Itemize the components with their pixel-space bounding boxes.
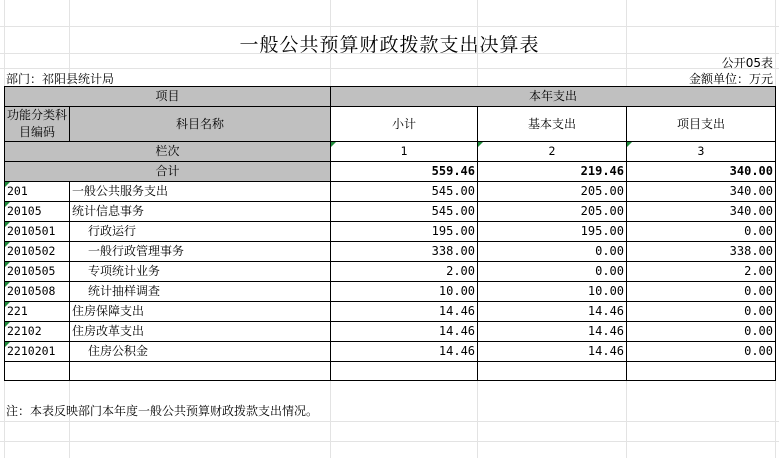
grid-line <box>0 421 779 422</box>
total-subtotal: 559.46 <box>331 162 478 182</box>
empty-cell <box>5 362 70 381</box>
row-basic: 14.46 <box>478 322 627 342</box>
row-basic: 205.00 <box>478 202 627 222</box>
header-current-year: 本年支出 <box>331 87 776 107</box>
row-subtotal: 338.00 <box>331 242 478 262</box>
header-project: 项目支出 <box>627 107 776 142</box>
row-project: 0.00 <box>627 282 776 302</box>
row-subtotal: 545.00 <box>331 182 478 202</box>
table-row <box>5 202 776 222</box>
row-subtotal: 2.00 <box>331 262 478 282</box>
header-subject-name: 科目名称 <box>70 107 331 142</box>
empty-cell <box>627 362 776 381</box>
row-name: 统计信息事务 <box>70 202 331 222</box>
row-name: 住房公积金 <box>70 342 331 362</box>
table-row <box>5 222 776 242</box>
empty-cell <box>331 362 478 381</box>
row-project: 0.00 <box>627 322 776 342</box>
row-project: 340.00 <box>627 182 776 202</box>
grid-line <box>0 441 779 442</box>
row-project: 0.00 <box>627 222 776 242</box>
row-project: 0.00 <box>627 302 776 322</box>
row-basic: 14.46 <box>478 302 627 322</box>
empty-row <box>5 362 776 381</box>
expenditure-table <box>4 86 776 381</box>
row-name: 专项统计业务 <box>70 262 331 282</box>
row-subtotal: 545.00 <box>331 202 478 222</box>
row-subtotal: 14.46 <box>331 342 478 362</box>
row-basic: 14.46 <box>478 342 627 362</box>
form-code: 公开05表 <box>721 56 773 70</box>
col-index-2: 2 <box>478 142 627 162</box>
table-row <box>5 262 776 282</box>
column-label: 栏次 <box>5 142 331 162</box>
row-code: 201 <box>5 182 70 202</box>
grid-line <box>0 26 779 27</box>
row-subtotal: 14.46 <box>331 322 478 342</box>
total-project: 340.00 <box>627 162 776 182</box>
table-row <box>5 302 776 322</box>
unit-label: 金额单位：万元 <box>688 72 773 86</box>
row-name: 统计抽样调查 <box>70 282 331 302</box>
header-subtotal: 小计 <box>331 107 478 142</box>
row-basic: 195.00 <box>478 222 627 242</box>
row-basic: 205.00 <box>478 182 627 202</box>
table-row <box>5 242 776 262</box>
row-project: 2.00 <box>627 262 776 282</box>
row-name: 住房改革支出 <box>70 322 331 342</box>
empty-cell <box>478 362 627 381</box>
header-row-2 <box>5 107 776 142</box>
row-basic: 0.00 <box>478 262 627 282</box>
row-code: 2010501 <box>5 222 70 242</box>
header-row-1 <box>5 87 776 107</box>
row-code: 221 <box>5 302 70 322</box>
department-label: 部门：祁阳县统计局 <box>6 72 115 86</box>
row-code: 20105 <box>5 202 70 222</box>
header-func-code: 功能分类科目编码 <box>5 107 70 142</box>
row-code: 2010508 <box>5 282 70 302</box>
row-name: 一般公共服务支出 <box>70 182 331 202</box>
table-row <box>5 322 776 342</box>
table-row <box>5 342 776 362</box>
total-row <box>5 162 776 182</box>
grid-line <box>0 68 779 69</box>
row-subtotal: 195.00 <box>331 222 478 242</box>
table-row <box>5 182 776 202</box>
header-basic: 基本支出 <box>478 107 627 142</box>
header-item: 项目 <box>5 87 331 107</box>
row-code: 2010505 <box>5 262 70 282</box>
total-basic: 219.46 <box>478 162 627 182</box>
row-subtotal: 10.00 <box>331 282 478 302</box>
col-index-1: 1 <box>331 142 478 162</box>
table-row <box>5 282 776 302</box>
report-title: 一般公共预算财政拨款支出决算表 <box>239 34 540 56</box>
row-code: 2010502 <box>5 242 70 262</box>
row-code: 22102 <box>5 322 70 342</box>
row-project: 338.00 <box>627 242 776 262</box>
row-subtotal: 14.46 <box>331 302 478 322</box>
col-index-3: 3 <box>627 142 776 162</box>
empty-cell <box>70 362 331 381</box>
row-name: 行政运行 <box>70 222 331 242</box>
row-project: 340.00 <box>627 202 776 222</box>
row-project: 0.00 <box>627 342 776 362</box>
row-name: 一般行政管理事务 <box>70 242 331 262</box>
column-index-row <box>5 142 776 162</box>
row-name: 住房保障支出 <box>70 302 331 322</box>
total-label: 合计 <box>5 162 331 182</box>
row-basic: 10.00 <box>478 282 627 302</box>
row-code: 2210201 <box>5 342 70 362</box>
row-basic: 0.00 <box>478 242 627 262</box>
footnote: 注：本表反映部门本年度一般公共预算财政拨款支出情况。 <box>6 404 319 418</box>
